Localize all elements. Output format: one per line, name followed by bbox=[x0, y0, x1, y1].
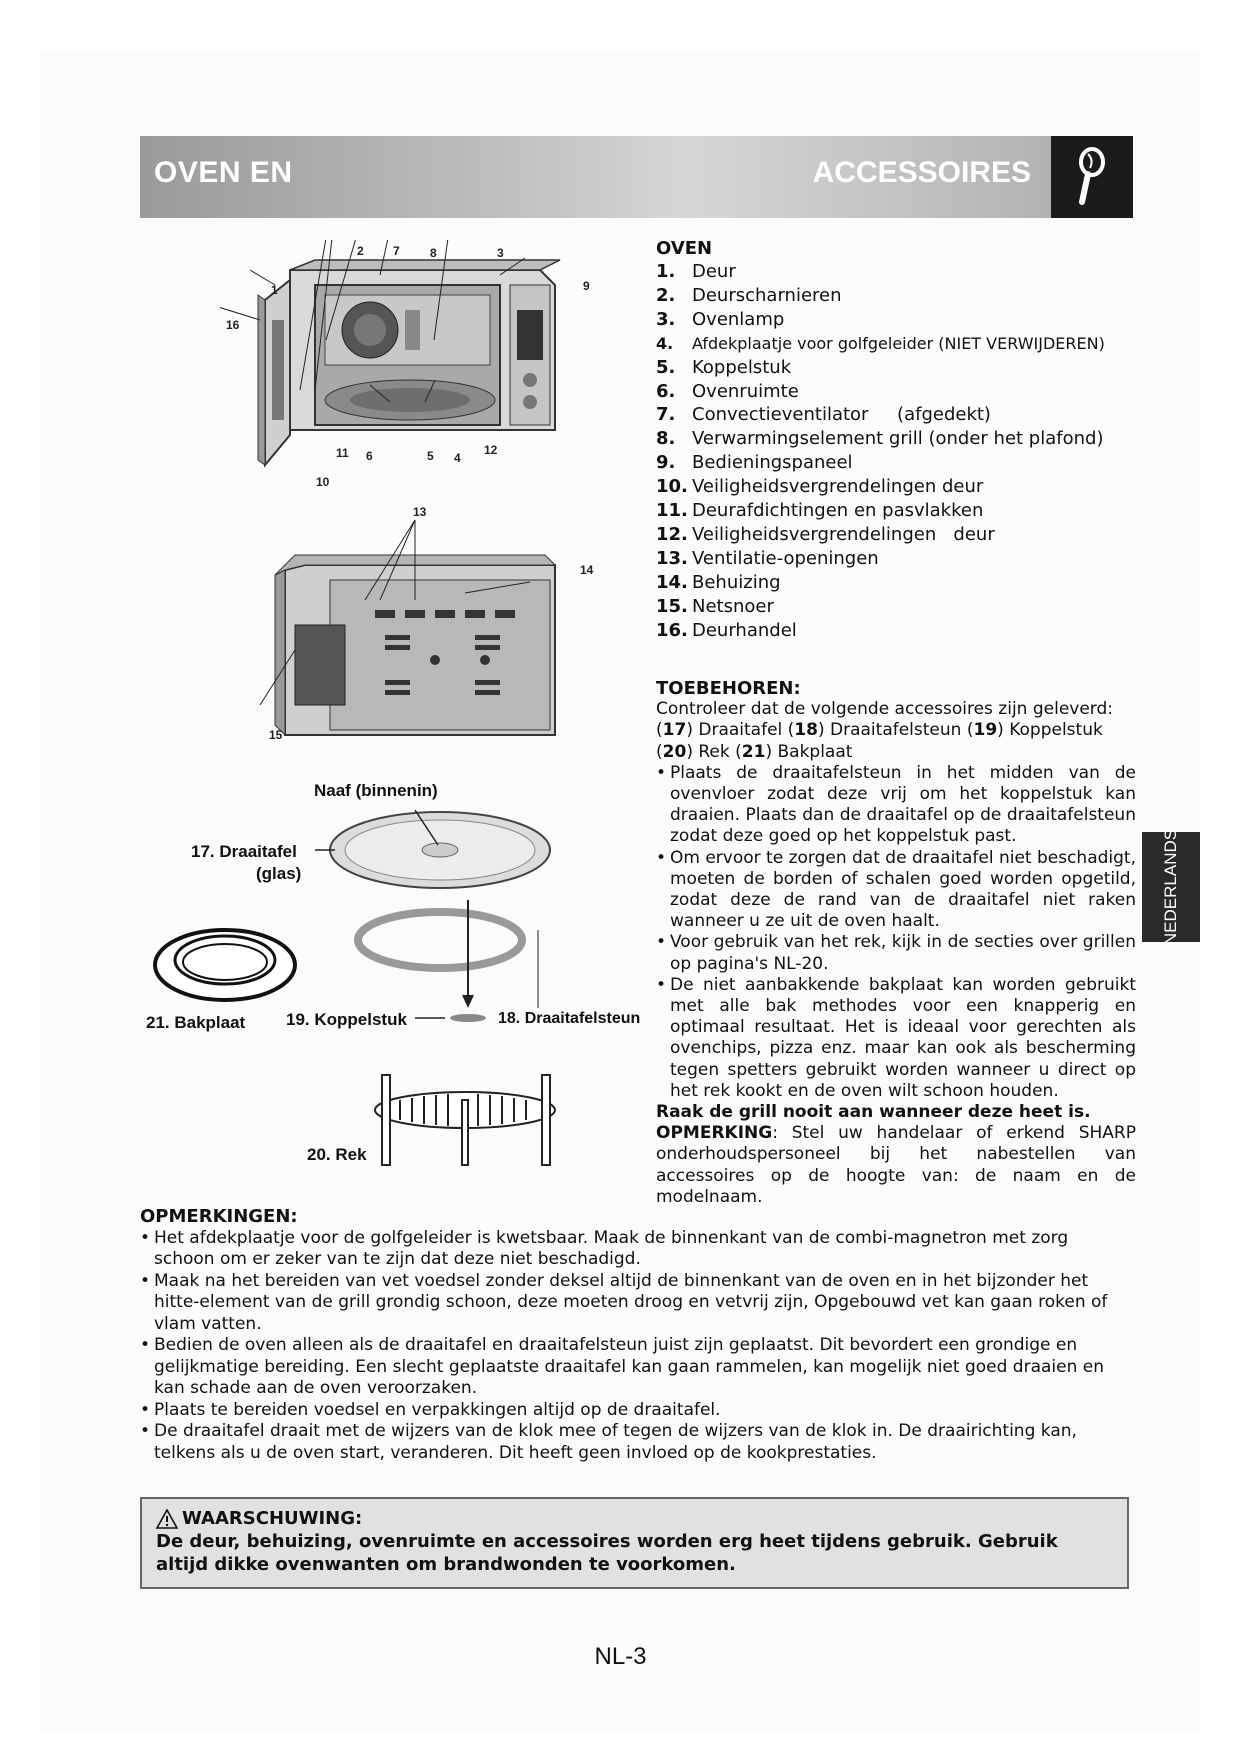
turntable-label-sub: (glas) bbox=[256, 864, 302, 883]
warning-title-row bbox=[156, 1507, 1113, 1530]
callout-1: 1 bbox=[271, 283, 278, 297]
accessories-parts-line: (17) Draaitafel (18) Draaitafelsteun (19) Koppelstuk (20) Rek (21) Bakplaat bbox=[656, 720, 1103, 762]
list-item: • Voor gebruik van het rek, kijk in de secties over grillen op pagina's NL-20. bbox=[656, 932, 1136, 974]
list-item: • Maak na het bereiden van vet voedsel zonder deksel altijd de binnenkant van de oven en in het bijzonder het hitte-element van de grill grondig schoon, deze moeten droog en vetvrij zijn, Opgebouwd vet kan gaan roken of vlam vatten. bbox=[140, 1271, 1130, 1336]
list-item: • De draaitafel draait met de wijzers van de klok mee of tegen de wijzers van de klok in. De draairichting kan, telkens als u de oven start, veranderen. Dit heeft geen invloed op de kookprestaties. bbox=[140, 1421, 1130, 1464]
oven-front-illustration bbox=[220, 240, 580, 500]
oven-part-item: 5. Koppelstuk bbox=[656, 356, 792, 378]
accessories-section bbox=[656, 678, 1136, 1208]
grill-warning: Raak de grill nooit aan wanneer deze heet is. bbox=[656, 1102, 1091, 1123]
language-tab-label: NEDERLANDS bbox=[1161, 828, 1180, 946]
callout-8: 8 bbox=[430, 246, 437, 260]
callout-5: 5 bbox=[427, 449, 434, 463]
callout-7: 7 bbox=[393, 244, 400, 258]
header-title-right: ACCESSOIRES bbox=[812, 156, 1031, 189]
oven-part-item: 15. Netsnoer bbox=[656, 595, 774, 617]
oven-part-item: 2. Deurscharnieren bbox=[656, 284, 842, 306]
callout-9: 9 bbox=[583, 279, 590, 293]
oven-part-item: 1. Deur bbox=[656, 261, 736, 282]
callout-12: 12 bbox=[484, 443, 498, 457]
warning-text: De deur, behuizing, ovenruimte en accessoires worden erg heet tijdens gebruik. Gebruik altijd dikke ovenwanten om brandwonden te voorkomen. bbox=[156, 1531, 1058, 1575]
oven-part-item: 4. Afdekplaatje voor golfgeleider (NIET VERWIJDEREN) bbox=[656, 333, 1105, 353]
callout-15: 15 bbox=[269, 728, 283, 742]
notes-bullets bbox=[140, 1228, 1130, 1465]
warning-triangle-icon bbox=[156, 1509, 178, 1529]
accessories-intro: Controleer dat de volgende accessoires zijn geleverd: bbox=[656, 699, 1114, 720]
turntable-label: 17. Draaitafel bbox=[191, 842, 297, 861]
oven-part-item: 12. Veiligheidsvergrendelingen deur bbox=[656, 523, 995, 545]
notes-section bbox=[140, 1206, 1130, 1464]
oven-part-item: 9. Bedieningspaneel bbox=[656, 452, 853, 474]
magnifier-icon bbox=[1051, 136, 1133, 218]
language-tab bbox=[1142, 828, 1200, 946]
oven-parts-list bbox=[656, 260, 1105, 643]
oven-part-item: 3. Ovenlamp bbox=[656, 308, 785, 330]
oven-part-item: 10. Veiligheidsvergrendelingen deur bbox=[656, 476, 984, 498]
callout-10: 10 bbox=[316, 475, 330, 489]
callout-11: 11 bbox=[336, 446, 349, 460]
accessories-remark: OPMERKING: Stel uw handelaar of erkend SHARP onderhoudspersoneel bij het nabestellen van accessoires op de hoogte van: de naam en de modelnaam. bbox=[656, 1123, 1136, 1207]
accessories-heading: TOEBEHOREN: bbox=[656, 678, 801, 699]
list-item: • Plaats de draaitafelsteun in het midden van de ovenvloer zodat deze vrij om het koppelstuk kan draaien. Plaats dan de draaitafel op de draaitafelsteun zodat deze goed op het koppelstuk past. bbox=[656, 763, 1136, 848]
oven-heading: OVEN bbox=[656, 238, 713, 259]
callout-6: 6 bbox=[366, 449, 373, 463]
oven-part-item: 16. Deurhandel bbox=[656, 619, 797, 641]
list-item: • Het afdekplaatje voor de golfgeleider is kwetsbaar. Maak de binnenkant van de combi-magnetron met zorg schoon om er zeker van te zijn dat deze niet beschadigd. bbox=[140, 1228, 1130, 1271]
list-item: • Bedien de oven alleen als de draaitafel en draaitafelsteun juist zijn geplaatst. Dit bevordert een grondige en gelijkmatige bereiding. Een slecht geplaatste draaitafel kan gaan rammelen, kan mogelijk niet goed draaien en kan schade aan de oven veroorzaken. bbox=[140, 1335, 1130, 1400]
notes-heading: OPMERKINGEN: bbox=[140, 1206, 298, 1227]
rack-label: 20. Rek bbox=[307, 1145, 367, 1164]
oven-part-item: 7. Convectieventilator (afgedekt) bbox=[656, 404, 991, 426]
oven-part-item: 6. Ovenruimte bbox=[656, 380, 799, 402]
oven-back-illustration bbox=[255, 510, 595, 740]
warning-box bbox=[140, 1497, 1129, 1589]
oven-part-item: 11. Deurafdichtingen en pasvlakken bbox=[656, 500, 984, 522]
warning-title: WAARSCHUWING: bbox=[182, 1508, 363, 1529]
support-label: 18. Draaitafelsteun bbox=[498, 1010, 641, 1027]
callout-14: 14 bbox=[580, 563, 594, 577]
header-title-left: OVEN EN bbox=[154, 156, 293, 189]
callout-16: 16 bbox=[226, 318, 240, 332]
baking-plate-label: 21. Bakplaat bbox=[146, 1013, 246, 1032]
callout-2: 2 bbox=[357, 244, 364, 258]
oven-part-item: 13. Ventilatie-openingen bbox=[656, 547, 879, 569]
oven-part-item: 14. Behuizing bbox=[656, 571, 781, 593]
list-item: • Om ervoor te zorgen dat de draaitafel niet beschadigt, moeten de borden of schalen goed worden opgetild, zodat deze de rand van de draaitafel niet raken wanneer u ze uit de oven haalt. bbox=[656, 848, 1136, 933]
hub-label: Naaf (binnenin) bbox=[314, 781, 438, 800]
callout-13: 13 bbox=[413, 505, 427, 519]
page-number: NL-3 bbox=[594, 1643, 647, 1670]
section-header bbox=[140, 136, 1133, 218]
list-item: • De niet aanbakkende bakplaat kan worden gebruikt met alle bak methodes voor een knapperig en optimaal resultaat. Het is ideaal voor gerechten als ovenchips, pizza enz. maar kan ook als bescherming tegen spetters gebruikt worden wanneer u direct op het rek kookt en de oven wilt schoon houden. bbox=[656, 975, 1136, 1102]
list-item: • Plaats te bereiden voedsel en verpakkingen altijd op de draaitafel. bbox=[140, 1400, 1130, 1422]
accessories-bullets bbox=[656, 763, 1136, 1102]
coupler-label: 19. Koppelstuk bbox=[286, 1010, 407, 1029]
callout-4: 4 bbox=[454, 451, 461, 465]
oven-part-item: 8. Verwarmingselement grill (onder het plafond) bbox=[656, 428, 1104, 450]
callout-3: 3 bbox=[497, 246, 504, 260]
